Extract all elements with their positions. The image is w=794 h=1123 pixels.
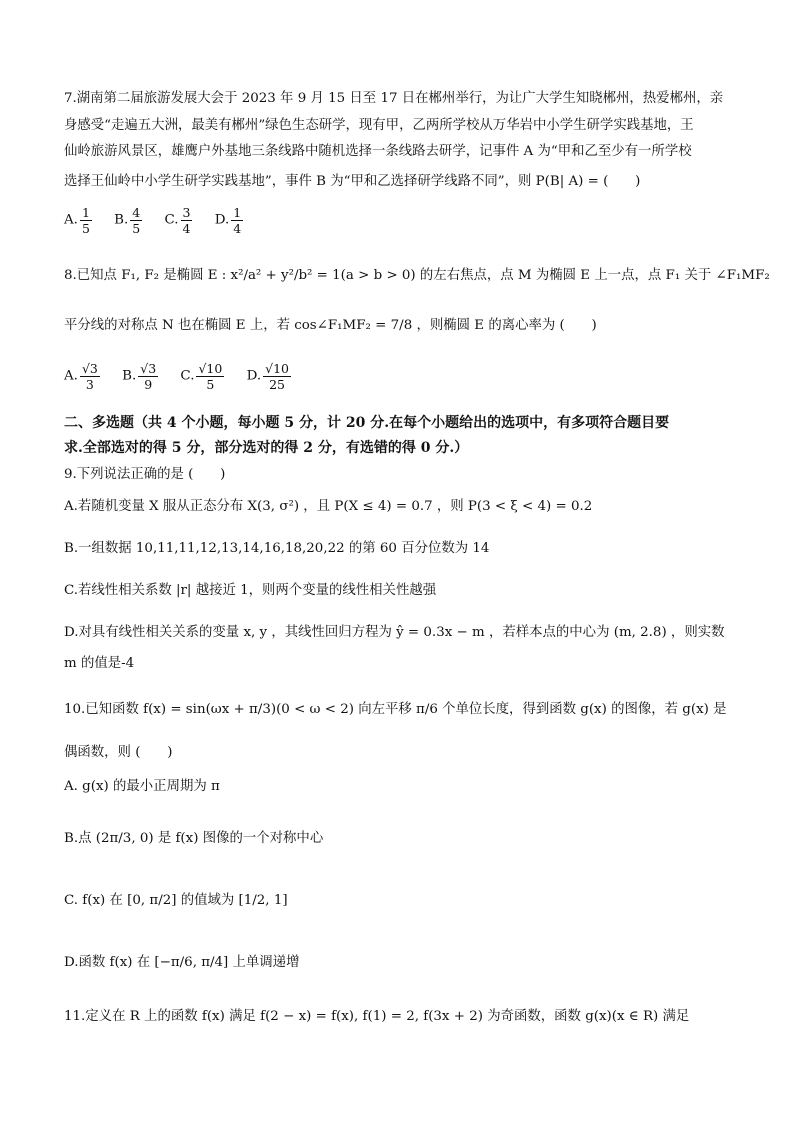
q10-option-b[interactable]: B.点 (2π/3, 0) 是 f(x) 图像的一个对称中心 xyxy=(64,831,324,846)
q7-line-4: 选择王仙岭中小学生研学实践基地”，事件 B 为“甲和乙选择研学线路不同”，则 P(B| A) = ( ) xyxy=(64,174,641,189)
q9-option-a[interactable]: A.若随机变量 X 服从正态分布 X(3, σ²) ，且 P(X ≤ 4) = 0.7 ，则 P(3 < ξ < 4) = 0.2 xyxy=(64,499,593,514)
q10-option-a[interactable]: A. g(x) 的最小正周期为 π xyxy=(64,779,220,794)
q7-option-b[interactable]: B. $\frac{4}{5}$ xyxy=(114,205,141,236)
q9-option-c[interactable]: C.若线性相关系数 |r| 越接近 1，则两个变量的线性相关性越强 xyxy=(64,583,437,598)
q8-options xyxy=(64,361,309,392)
q7-line-3: 仙岭旅游风景区，雄鹰户外基地三条线路中随机选择一条线路去研学，记事件 A 为“甲和乙至少有一所学校 xyxy=(64,144,692,159)
q8-option-b[interactable]: B. $\frac{√3}{9}$ xyxy=(122,361,157,392)
q10-option-d[interactable]: D.函数 f(x) 在 [−π/6, π/4] 上单调递增 xyxy=(64,955,300,970)
q8-option-a[interactable]: A. $\frac{√3}{3}$ xyxy=(64,361,98,392)
q9-option-d-line-1[interactable]: D.对具有线性相关关系的变量 x, y ，其线性回归方程为 ŷ = 0.3x − m ，若样本点的中心为 (m, 2.8) ，则实数 xyxy=(64,625,725,640)
q7-line-2: 身感受“走遍五大洲，最美有郴州”绿色生态研学，现有甲，乙两所学校从万华岩中小学生研学实践基地，王 xyxy=(64,118,694,133)
q10-option-c[interactable]: C. f(x) 在 [0, π/2] 的值域为 [1/2, 1] xyxy=(64,893,288,908)
q8-line-2: 平分线的对称点 N 也在椭圆 E 上，若 cos∠F₁MF₂ = 7/8 ，则椭圆 E 的离心率为 ( ) xyxy=(64,318,597,333)
q8-option-c[interactable]: C. $\frac{√10}{5}$ xyxy=(180,361,223,392)
q7-option-a[interactable]: A. $\frac{1}{5}$ xyxy=(64,205,90,236)
q11-line-1: 11.定义在 R 上的函数 f(x) 满足 f(2 − x) = f(x), f(1) = 2, f(3x + 2) 为奇函数，函数 g(x)(x ∈ R) 满足 xyxy=(64,1009,690,1024)
q7-option-d[interactable]: D. $\frac{1}{4}$ xyxy=(214,205,242,236)
q9-option-b[interactable]: B.一组数据 10,11,11,12,13,14,16,18,20,22 的第 60 百分位数为 14 xyxy=(64,541,490,556)
q9-stem: 9.下列说法正确的是 ( ) xyxy=(64,467,226,482)
q10-line-1: 10.已知函数 f(x) = sin(ωx + π/3)(0 < ω < 2) 向左平移 π/6 个单位长度，得到函数 g(x) 的图像，若 g(x) 是 xyxy=(64,702,727,717)
q8-line-1: 8.已知点 F₁, F₂ 是椭圆 E : x²/a² + y²/b² = 1(a > b > 0) 的左右焦点，点 M 为椭圆 E 上一点，点 F₁ 关于 ∠F₁MF₂ xyxy=(64,268,770,283)
section-2-heading-line-1: 二、多选题（共 4 个小题，每小题 5 分，计 20 分.在每个小题给出的选项中，有多项符合题目要 xyxy=(64,415,670,431)
section-2-heading-line-2: 求.全部选对的得 5 分，部分选对的得 2 分，有选错的得 0 分.） xyxy=(64,440,469,456)
q7-option-c[interactable]: C. $\frac{3}{4}$ xyxy=(164,205,191,236)
q7-line-1: 7.湖南第二届旅游发展大会于 2023 年 9 月 15 日至 17 日在郴州举行，为让广大学生知晓郴州，热爱郴州，亲 xyxy=(64,91,724,106)
q8-option-d[interactable]: D. $\frac{√10}{25}$ xyxy=(246,361,289,392)
q9-option-d-line-2: m 的值是-4 xyxy=(64,656,135,671)
q10-line-2: 偶函数，则 ( ) xyxy=(64,745,173,760)
q7-options xyxy=(64,205,261,236)
